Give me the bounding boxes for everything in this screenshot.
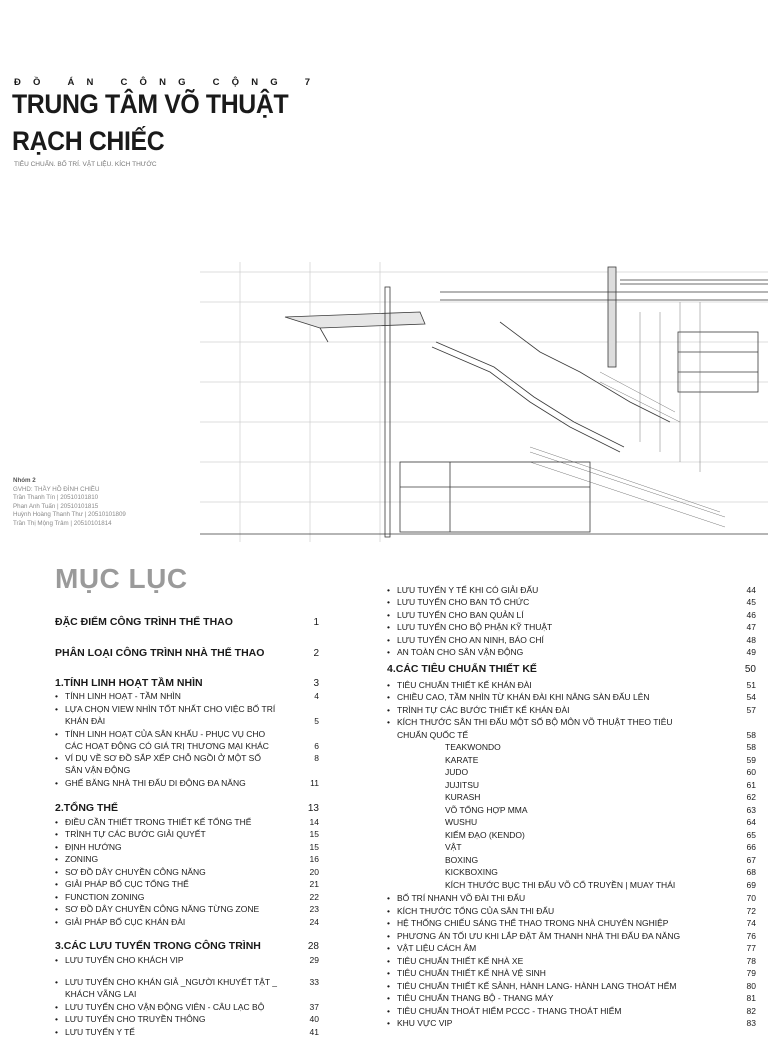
toc-page-number: 40: [309, 1014, 319, 1024]
toc-section-heading[interactable]: 3.CÁC LƯU TUYẾN TRONG CÔNG TRÌNH: [55, 940, 261, 952]
toc-page-number: 21: [309, 879, 319, 889]
toc-page-number: 41: [309, 1027, 319, 1037]
project-label: ĐỒ ÁN CÔNG CỘNG 7: [14, 77, 323, 88]
toc-entry[interactable]: KIẾM ĐẠO (KENDO): [445, 830, 525, 840]
toc-entry[interactable]: TEAKWONDO: [445, 742, 501, 752]
toc-entry[interactable]: • TIÊU CHUẨN THIẾT KẾ NHÀ XE: [397, 956, 523, 966]
toc-entry[interactable]: • KÍCH THƯỚC SÂN THI ĐẤU MỘT SỐ BỘ MÔN VÕ THUẬT THEO TIÊU: [397, 717, 673, 727]
toc-entry[interactable]: JUJITSU: [445, 780, 479, 790]
toc-page-number: 65: [746, 830, 756, 840]
toc-page-number: 51: [746, 680, 756, 690]
toc-page-number: 46: [746, 610, 756, 620]
toc-page-number: 48: [746, 635, 756, 645]
toc-entry[interactable]: • KHU VỰC VIP: [397, 1018, 452, 1028]
toc-page-number: 82: [746, 1006, 756, 1016]
toc-entry[interactable]: • SƠ ĐỒ DÂY CHUYỀN CÔNG NĂNG: [65, 867, 206, 877]
toc-page-number: 33: [309, 977, 319, 987]
toc-entry[interactable]: • BỐ TRÍ NHANH VÕ ĐÀI THI ĐẤU: [397, 893, 525, 903]
toc-page-number: 22: [309, 892, 319, 902]
toc-entry[interactable]: • LƯU TUYẾN CHO BỘ PHẬN KỸ THUẬT: [397, 622, 552, 632]
toc-page-number: 68: [746, 867, 756, 877]
toc-entry[interactable]: • TRÌNH TỰ CÁC BƯỚC GIẢI QUYẾT: [65, 829, 206, 839]
toc-section-heading[interactable]: PHÂN LOẠI CÔNG TRÌNH NHÀ THỂ THAO: [55, 647, 265, 659]
toc-page-number: 44: [746, 585, 756, 595]
toc-entry[interactable]: KHÁCH VÃNG LAI: [65, 989, 137, 999]
toc-entry[interactable]: • TIÊU CHUẨN THIẾT KẾ SẢNH, HÀNH LANG- HÀNH LANG THOÁT HỂM: [397, 981, 676, 991]
toc-entry[interactable]: • GIẢI PHÁP BỐ CỤC KHÁN ĐÀI: [65, 917, 185, 927]
toc-page-number: 29: [309, 955, 319, 965]
toc-entry[interactable]: • TRÌNH TỰ CÁC BƯỚC THIẾT KẾ KHÁN ĐÀI: [397, 705, 569, 715]
toc-entry[interactable]: VÕ TỔNG HỢP MMA: [445, 805, 528, 815]
toc-entry[interactable]: CHUẨN QUỐC TẾ: [397, 730, 469, 740]
team-member: Huỳnh Hoàng Thanh Thư | 20510101809: [13, 511, 126, 518]
toc-entry[interactable]: • LƯU TUYẾN CHO KHÁN GIẢ _NGƯỜI KHUYẾT TẬT _: [65, 977, 277, 987]
toc-entry[interactable]: • TÍNH LINH HOẠT CỦA SÂN KHẤU - PHỤC VỤ CHO: [65, 729, 265, 739]
page-title-line-1: TRUNG TÂM VÕ THUẬT: [12, 89, 289, 119]
toc-page-number: 20: [309, 867, 319, 877]
toc-page-number: 28: [307, 941, 319, 952]
team-info: [13, 477, 126, 528]
stadium-section-drawing: [200, 262, 768, 542]
toc-page-number: 77: [746, 943, 756, 953]
toc-entry[interactable]: • FUNCTION ZONING: [65, 892, 144, 902]
page-title-line-2: RẠCH CHIẾC: [12, 126, 165, 156]
toc-page-number: 1: [313, 617, 319, 628]
toc-entry[interactable]: • KÍCH THƯỚC TỔNG CỦA SÂN THI ĐẤU: [397, 906, 554, 916]
toc-entry[interactable]: KHÁN ĐÀI: [65, 716, 106, 726]
toc-page-number: 37: [309, 1002, 319, 1012]
toc-entry[interactable]: • CHIỀU CAO, TẦM NHÌN TỪ KHÁN ĐÀI KHI NÂNG SÀN ĐẤU LÊN: [397, 692, 650, 702]
toc-entry[interactable]: • PHƯƠNG ÁN TỐI ƯU KHI LẮP ĐẶT ÂM THANH NHÀ THI ĐẤU ĐA NĂNG: [397, 931, 680, 941]
toc-section-heading[interactable]: 4.CÁC TIÊU CHUẨN THIẾT KẾ: [387, 663, 537, 675]
toc-page-number: 62: [746, 792, 756, 802]
toc-page-number: 15: [309, 842, 319, 852]
toc-page-number: 72: [746, 906, 756, 916]
toc-entry[interactable]: KÍCH THƯỚC BỤC THI ĐẤU VÕ CỔ TRUYỀN | MUAY THÁI: [445, 880, 676, 890]
toc-page-number: 60: [746, 767, 756, 777]
toc-entry[interactable]: • LƯU TUYẾN CHO AN NINH, BÁO CHÍ: [397, 635, 544, 645]
toc-page-number: 50: [744, 664, 756, 675]
toc-page-number: 67: [746, 855, 756, 865]
toc-entry[interactable]: • TIÊU CHUẨN THANG BỘ - THANG MÁY: [397, 993, 553, 1003]
toc-entry[interactable]: SÂN VẬN ĐỘNG: [65, 765, 131, 775]
toc-entry[interactable]: JUDO: [445, 767, 469, 777]
toc-entry[interactable]: • ĐIỀU CẦN THIẾT TRONG THIẾT KẾ TỔNG THỂ: [65, 817, 251, 827]
toc-page-number: 3: [313, 678, 319, 689]
team-member: Trần Thị Mộng Trâm | 20510101814: [13, 519, 112, 527]
toc-section-heading[interactable]: 2.TỔNG THỂ: [55, 802, 119, 814]
toc-page-number: 57: [746, 705, 756, 715]
toc-page-number: 8: [314, 753, 319, 763]
toc-page-number: 54: [746, 692, 756, 702]
toc-title: MỤC LỤC: [55, 563, 188, 594]
team-member: Trần Thanh Tín | 20510101810: [13, 494, 99, 501]
toc-page-number: 70: [746, 893, 756, 903]
toc-entry[interactable]: VẬT: [445, 842, 462, 852]
toc-entry[interactable]: • LƯU TUYẾN CHO BAN QUẢN LÍ: [397, 610, 524, 620]
toc-entry[interactable]: • LƯU TUYẾN Y TẾ: [65, 1027, 135, 1037]
toc-entry[interactable]: • VẬT LIỆU CÁCH ÂM: [397, 943, 476, 953]
toc-entry[interactable]: • GHẾ BĂNG NHÀ THI ĐẤU DI ĐỘNG ĐA NĂNG: [65, 778, 246, 788]
toc-entry[interactable]: • AN TOÀN CHO SÂN VẬN ĐỘNG: [397, 647, 523, 657]
toc-page-number: 13: [307, 803, 319, 814]
toc-entry[interactable]: KURASH: [445, 792, 481, 802]
toc-page-number: 47: [746, 622, 756, 632]
toc-section-heading[interactable]: ĐẶC ĐIỂM CÔNG TRÌNH THỂ THAO: [55, 616, 233, 628]
toc-page-number: 79: [746, 968, 756, 978]
toc-entry[interactable]: • TIÊU CHUẨN THOÁT HIỂM PCCC - THANG THOÁT HIỂM: [397, 1006, 621, 1016]
toc-page-number: 24: [309, 917, 319, 927]
toc-page-number: 83: [746, 1018, 756, 1028]
toc-page-number: 76: [746, 931, 756, 941]
toc-entry[interactable]: • LỰA CHỌN VIEW NHÌN TỐT NHẤT CHO VIỆC BỐ TRÍ: [65, 704, 275, 714]
toc-page-number: 2: [313, 648, 319, 659]
toc-entry[interactable]: BOXING: [445, 855, 479, 865]
toc-page-number: 74: [746, 918, 756, 928]
toc-entry[interactable]: KICKBOXING: [445, 867, 498, 877]
toc-page-number: 66: [746, 842, 756, 852]
toc-section-heading[interactable]: 1.TÍNH LINH HOẠT TẦM NHÌN: [55, 677, 203, 689]
toc-entry[interactable]: • ĐỊNH HƯỚNG: [65, 842, 122, 852]
toc-entry[interactable]: CÁC HOẠT ĐỘNG CÓ GIÁ TRỊ THƯƠNG MẠI KHÁC: [65, 741, 269, 751]
toc-entry[interactable]: • LƯU TUYẾN CHO TRUYỀN THÔNG: [65, 1014, 205, 1024]
toc-page-number: 59: [746, 755, 756, 765]
toc-page-number: 63: [746, 805, 756, 815]
toc-entry[interactable]: • SƠ ĐỒ DÂY CHUYỀN CÔNG NĂNG TỪNG ZONE: [65, 904, 259, 914]
toc-entry[interactable]: • GIẢI PHÁP BỐ CỤC TỔNG THỂ: [65, 879, 189, 889]
toc-page-number: 5: [314, 716, 319, 726]
toc-page-number: 11: [310, 778, 319, 788]
toc-entry[interactable]: • ZONING: [65, 854, 98, 864]
toc-page-number: 80: [746, 981, 756, 991]
toc-page-number: 49: [746, 647, 756, 657]
group-name: Nhóm 2: [13, 477, 36, 484]
toc-entry[interactable]: • LƯU TUYẾN CHO BAN TỔ CHỨC: [397, 597, 529, 607]
toc-page-number: 6: [314, 741, 319, 751]
toc-page-number: 78: [746, 956, 756, 966]
toc-page-number: 61: [746, 780, 756, 790]
team-member: Phan Anh Tuấn | 20510101815: [13, 502, 99, 510]
toc-page-number: 45: [746, 597, 756, 607]
toc-page-number: 81: [746, 993, 756, 1003]
toc-entry[interactable]: • TIÊU CHUẨN THIẾT KẾ KHÁN ĐÀI: [397, 680, 532, 690]
toc-page-number: 15: [309, 829, 319, 839]
toc-entry[interactable]: • VÍ DỤ VỀ SƠ ĐỒ SẮP XẾP CHỖ NGỒI Ở MỘT SỐ: [65, 753, 261, 763]
toc-page-number: 4: [314, 691, 319, 701]
toc-page-number: 64: [746, 817, 756, 827]
toc-page-number: 16: [309, 854, 319, 864]
toc-entry[interactable]: • LƯU TUYẾN CHO VẬN ĐỘNG VIÊN - CÂU LẠC BỘ: [65, 1002, 264, 1012]
toc-entry[interactable]: • LƯU TUYẾN Y TẾ KHI CÓ GIẢI ĐẤU: [397, 585, 538, 595]
toc-entry[interactable]: KARATE: [445, 755, 479, 765]
toc-page-number: 58: [746, 742, 756, 752]
toc-entry[interactable]: • TÍNH LINH HOẠT - TẦM NHÌN: [65, 691, 181, 701]
toc-entry[interactable]: • TIÊU CHUẨN THIẾT KẾ NHÀ VỆ SINH: [397, 968, 546, 978]
team-member: GVHD: THẦY HỒ ĐÌNH CHIỀU: [13, 485, 100, 493]
toc-page-number: 14: [309, 817, 319, 827]
toc-entry[interactable]: • LƯU TUYẾN CHO KHÁCH VIP: [65, 955, 184, 965]
toc-page-number: 58: [746, 730, 756, 740]
tagline: TIÊU CHUẨN. BỐ TRÍ. VẬT LIỆU. KÍCH THƯỚC: [14, 161, 157, 168]
toc-page-number: 23: [309, 904, 319, 914]
toc-entry[interactable]: WUSHU: [445, 817, 478, 827]
toc-entry[interactable]: • HỆ THỐNG CHIẾU SÁNG THỂ THAO TRONG NHÀ CHUYÊN NGHIỆP: [397, 918, 668, 928]
toc-page-number: 69: [746, 880, 756, 890]
